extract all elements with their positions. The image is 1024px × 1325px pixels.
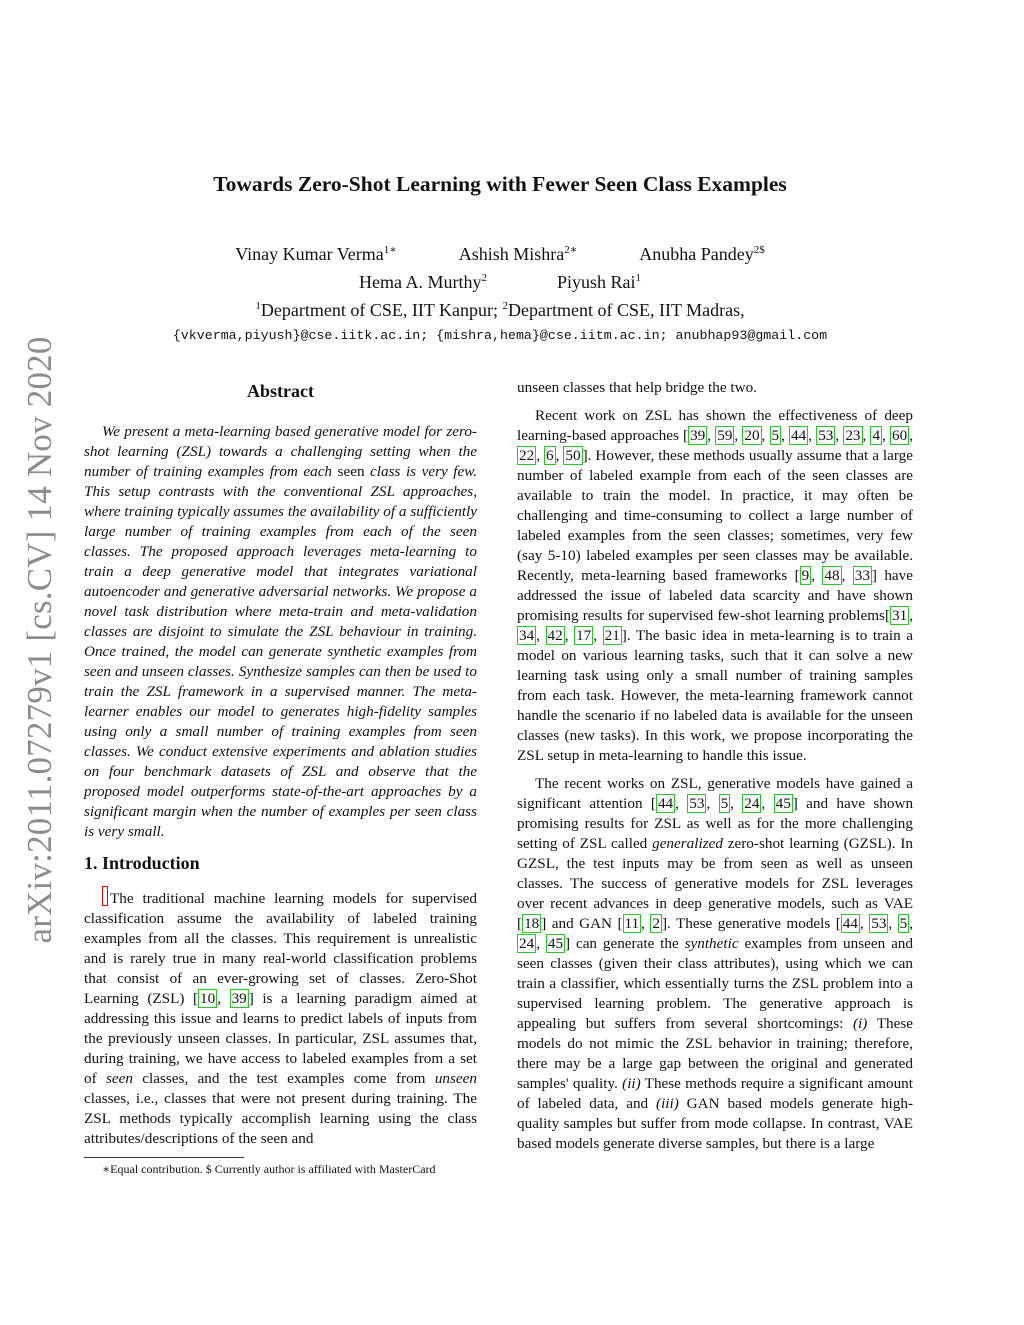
citation-link[interactable]: 5 <box>771 427 780 444</box>
citation-link[interactable]: 17 <box>576 627 592 644</box>
right-column <box>517 378 913 1162</box>
intro-p1-d: classes, i.e., classes that were not present during training. The ZSL methods typically accomplish learning using the class attributes/descriptions of the seen and <box>84 1090 477 1147</box>
citation-link[interactable]: 34 <box>519 627 535 644</box>
citation-link[interactable]: 53 <box>818 427 834 444</box>
author-4 <box>359 266 487 294</box>
intro-p1-a: The traditional machine learning models for supervised classification assume the availability of labeled training examples from all the classes. This requirement is unrealistic and is rarely true in many real-world classification problems that consist of an ever-growing set of classes. Zero-Shot Learning (ZSL) [ <box>84 890 477 1007</box>
intro-paragraph-1: The traditional machine learning models for supervised classification assume the availability of labeled training examples from all the classes. This requirement is unrealistic and is rarely true in many real-world classification problems that consist of an ever-growing set of classes. Zero-Shot Learning (ZSL) [ 10 , 39 ] is a learning paradigm aimed at addressing this issue and learns to predict labels of inputs from the previously unseen classes. In particular, ZSL assumes that, during training, we have access to labeled examples from a set of seen classes, and the test examples come from unseen classes, i.e., classes that were not present during training. The ZSL methods typically accomplish learning using the class attributes/descriptions of the seen and <box>84 886 477 1149</box>
paragraph-3 <box>517 774 913 1154</box>
left-column <box>84 378 477 1185</box>
p3-c: zero-shot learning (GZSL). In GZSL, the test inputs may be from seen as well as unseen classes. The success of generative models for ZSL leverages over recent advances in deep generative models, such as VAE [ <box>517 835 913 932</box>
citation-group-6: 44 , 53 , 5 , 24 , 45 <box>519 915 914 952</box>
p3-k: GAN based models generate high-quality samples but suffer from mode collapse. In contrast, VAE based models generate diverse samples, but there is a large <box>517 1095 913 1152</box>
synthetic-word: synthetic <box>684 935 739 952</box>
p2-d: ]. The basic idea in meta-learning is to train a model on various learning tasks, such that it can solve a new learning task using only a small number of training samples from each task. However, the meta-learning framework cannot handle the scenario if no labeled data is available for the unseen classes (new tasks). In this work, we propose incorporating the ZSL setup in meta-learning to handle this issue. <box>517 627 914 764</box>
author-3 <box>639 238 764 266</box>
author-5 <box>557 266 641 294</box>
citation-link[interactable]: 6 <box>545 447 554 464</box>
intro-heading: 1. Introduction <box>84 853 200 873</box>
intro-p1-c: classes, and the test examples come from <box>132 1070 435 1087</box>
citation-link[interactable]: 44 <box>842 915 858 932</box>
author-1-sup: 1∗ <box>383 244 397 256</box>
author-row-1 <box>0 238 1000 266</box>
math-iii: (iii) <box>656 1095 679 1112</box>
citation-link[interactable]: 22 <box>519 447 535 464</box>
p2-a: Recent work on ZSL has shown the effectiveness of deep learning-based approaches [ <box>517 407 913 444</box>
author-5-name: Piyush Rai <box>556 272 636 292</box>
citation-link[interactable]: 44 <box>791 427 807 444</box>
citation-link[interactable]: 4 <box>872 427 881 444</box>
author-emails: {vkverma,piyush}@cse.iitk.ac.in; {mishra,hema}@cse.iitm.ac.in; anubhap93@gmail.com <box>172 328 828 343</box>
footnote: ∗Equal contribution. $ Currently author is affiliated with MasterCard <box>102 1162 436 1176</box>
math-ii: (ii) <box>622 1075 641 1092</box>
citation-link[interactable]: 59 <box>717 427 733 444</box>
p3-g: examples from unseen and seen classes (given their class attributes), using which we can train a classifier, which essentially turns the ZSL problem into a supervised learning problem. The generative approach is appealing but suffers from several shortcomings: <box>517 935 913 1032</box>
citation-link[interactable]: 31 <box>892 607 908 624</box>
citation-link[interactable]: 53 <box>871 915 887 932</box>
citation-link[interactable]: 2 <box>652 915 660 932</box>
author-row-2 <box>0 266 1000 294</box>
author-2-sup: 2∗ <box>564 244 578 256</box>
paper-title: Towards Zero-Shot Learning with Fewer Seen Class Examples <box>213 172 787 196</box>
author-4-sup: 2 <box>481 272 487 284</box>
generalized-word: generalized <box>652 835 723 852</box>
citation-link[interactable]: 53 <box>689 795 705 812</box>
citation-link[interactable]: 5 <box>899 915 908 932</box>
footnote-rule <box>84 1157 244 1158</box>
p3-f: ] can generate the <box>565 935 685 952</box>
citation-link[interactable]: 23 <box>845 427 861 444</box>
arxiv-stamp <box>6 300 74 980</box>
author-3-sup: 2$ <box>753 244 765 256</box>
affiliations <box>0 294 1000 322</box>
citation-group-3: 31 , 34 , 42 , 17 , 21 <box>519 607 913 644</box>
affiliation-1: Department of CSE, IIT Kanpur; <box>260 300 498 320</box>
citation-link[interactable]: 48 <box>824 567 840 584</box>
intro-unseen-word: unseen <box>434 1070 477 1087</box>
p3-e: ]. These generative models [ <box>662 915 841 932</box>
author-2 <box>459 238 578 266</box>
citation-link[interactable]: 42 <box>547 627 563 644</box>
abstract-part-2: class is very few. This setup contrasts with the conventional ZSL approaches, where training typically assumes the availability of a sufficiently large number of training examples from each of the seen classes. The proposed approach leverages meta-learning to train a deep generative model that integrates variational autoencoder and generative adversarial networks. We propose a novel task distribution where meta-train and meta-validation classes are disjoint to simulate the ZSL behaviour in training. Once trained, the model can generate synthetic examples from seen and unseen classes. Synthesize samples can then be used to train the ZSL framework in a supervised manner. The meta-learner enables our model to generates high-fidelity samples using only a small number of training examples from seen classes. We conduct extensive experiments and ablation studies on four benchmark datasets of ZSL and observe that the proposed model outperforms state-of-the-art approaches by a significant margin when the number of examples per seen class is very small. <box>84 463 477 840</box>
affiliation-1-sup: 1 <box>255 300 261 312</box>
citation-link[interactable]: 20 <box>744 427 760 444</box>
p3-d: ] and GAN [ <box>541 915 623 932</box>
citation-link[interactable]: 21 <box>604 627 620 644</box>
citation-link[interactable]: 44 <box>657 795 674 812</box>
author-5-sup: 1 <box>635 272 641 284</box>
affiliation-2-sup: 2 <box>502 300 508 312</box>
abstract-seen-word: seen <box>337 463 365 480</box>
p2-c: ] have addressed the issue of labeled data scarcity and have shown promising results for supervised few-shot learning problems[ <box>517 567 913 624</box>
author-2-name: Ashish Mishra <box>458 244 565 264</box>
citation-link[interactable]: 9 <box>801 567 810 584</box>
continued-paragraph: unseen classes that help bridge the two. <box>517 379 757 396</box>
abstract-heading: Abstract <box>247 381 314 401</box>
p3-j: These methods require a significant amount of labeled data, and <box>517 1075 913 1112</box>
abstract-text <box>84 422 477 842</box>
citation-link[interactable]: 18 <box>524 915 540 932</box>
citation-link[interactable]: 24 <box>519 935 535 952</box>
citation-link[interactable]: 39 <box>690 427 706 444</box>
citation-link[interactable]: 60 <box>892 427 908 444</box>
citation-link[interactable]: 39 <box>231 990 247 1007</box>
intro-seen-word: seen <box>105 1070 133 1087</box>
arxiv-stamp-text: arXiv:2011.07279v1 [cs.CV] 14 Nov 2020 <box>20 336 59 944</box>
p3-b: ] and have shown promising results for ZSL as well as for the more challenging setting of ZSL called <box>517 795 914 852</box>
author-1-name: Vinay Kumar Verma <box>235 244 384 264</box>
author-1 <box>235 238 397 266</box>
paragraph-2 <box>517 406 913 766</box>
intro-p1-b: ] is a learning paradigm aimed at addressing this issue and learns to predict labels of inputs from the previously unseen classes. In particular, ZSL assumes that, during training, we have access to labeled examples from a set of <box>84 990 477 1087</box>
citation-group-2: 9 , 48 , 33 <box>801 567 870 584</box>
citation-link[interactable]: 45 <box>547 935 564 952</box>
abstract-part-1: We present a meta-learning based generative model for zero-shot learning (ZSL) towards a challenging setting when the number of training examples from each <box>84 423 477 480</box>
p2-b: ]. However, these methods usually assume that a large number of labeled example from each of the seen classes are available to train the model. In practice, it may often be challenging and time-consuming to collect a large number of labeled examples from the seen classes; sometimes, very few (say 5-10) labeled examples per seen classes may be available. Recently, meta-learning based frameworks [ <box>517 447 914 584</box>
citation-link[interactable]: 11 <box>624 915 640 932</box>
citation-link[interactable]: 45 <box>775 795 791 812</box>
citation-link[interactable]: 33 <box>854 567 870 584</box>
math-i: (i) <box>853 1015 868 1032</box>
author-4-name: Hema A. Murthy <box>359 272 482 292</box>
p3-a: The recent works on ZSL, generative models have gained a significant attention [ <box>517 775 913 812</box>
citation-link[interactable]: 5 <box>720 795 729 812</box>
author-3-name: Anubha Pandey <box>639 244 754 264</box>
citation-link[interactable]: 24 <box>744 795 760 812</box>
author-block <box>0 238 1000 348</box>
affiliation-2: Department of CSE, IIT Madras, <box>508 300 745 320</box>
citation-group-4: 44 , 53 , 5 , 24 , 45 <box>657 795 791 812</box>
citation-link[interactable]: 50 <box>565 447 581 464</box>
citation-group-1: 39 , 59 , 20 , 5 , 44 , 53 , 23 , 4 , 60 , 22 , 6 , 50 <box>519 427 913 464</box>
edit-marker-icon <box>102 886 108 906</box>
p3-h: These models do not mimic the ZSL behavior in training; therefore, there may be a large gap between the original and generated samples' quality. <box>517 1015 913 1092</box>
citation-group-5: 11 , 2 <box>624 915 660 932</box>
citation-link[interactable]: 10 <box>200 990 216 1007</box>
